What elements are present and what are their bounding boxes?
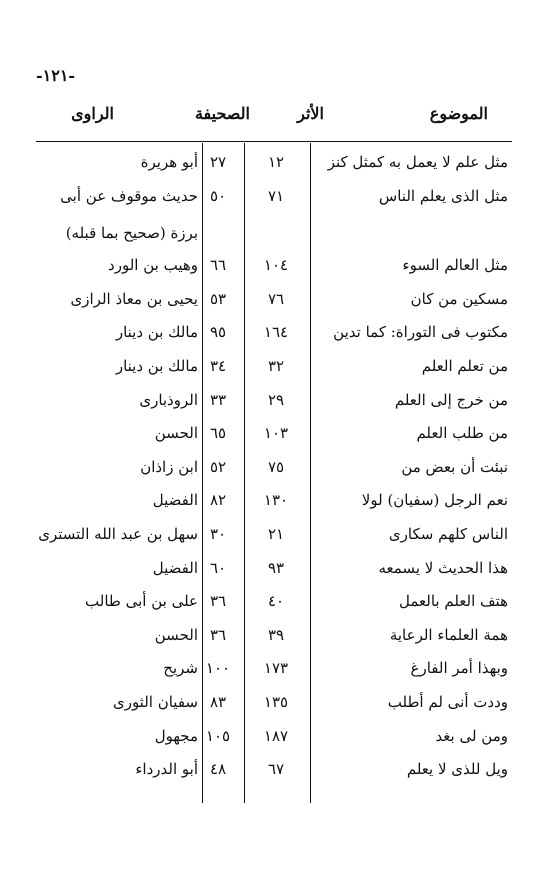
narrator-cell: على بن أبى طالب	[85, 592, 198, 611]
page-cell: ٥٣	[209, 289, 227, 308]
subject-cell: هتف العلم بالعمل	[398, 592, 508, 611]
table-row	[36, 690, 512, 724]
narrator-cell: مجهول	[154, 726, 198, 745]
page-cell: ٦٥	[209, 424, 227, 443]
subject-cell: من خرج إلى العلم	[394, 390, 508, 409]
table-row	[36, 388, 512, 422]
header-narrator: الراوى	[71, 104, 114, 123]
page-cell: ٨٣	[209, 692, 227, 711]
page-cell: ٢٧	[209, 153, 227, 171]
table-row	[36, 589, 512, 623]
athar-cell: ٧٥	[267, 457, 285, 476]
athar-cell: ١٧٣	[263, 659, 289, 678]
narrator-cell: الحسن	[154, 625, 198, 644]
page-cell: ٦٦	[209, 256, 227, 275]
narrator-cell: ابن زاذان	[140, 457, 198, 476]
athar-cell: ٩٣	[267, 558, 285, 577]
index-table	[36, 150, 512, 791]
table-row	[36, 522, 512, 556]
table-row	[36, 724, 512, 758]
narrator-cell: مالك بن دينار	[115, 323, 198, 342]
subject-cell: ومن لى بغد	[435, 726, 508, 745]
narrator-cell: الحسن	[154, 424, 198, 443]
page-cell: ٥٢	[209, 457, 227, 476]
narrator-cell-continuation: برزة (صحيح بما قبله)	[65, 224, 198, 243]
narrator-cell: الروذبارى	[139, 390, 198, 409]
athar-cell: ٢٩	[267, 390, 285, 409]
athar-cell: ٧١	[267, 186, 285, 205]
header-page: الصحيفة	[194, 104, 250, 123]
table-row	[36, 184, 512, 218]
subject-cell: ويل للذى لا يعلم	[406, 760, 508, 779]
table-row	[36, 253, 512, 287]
athar-cell: ٦٧	[267, 760, 285, 779]
narrator-cell: الفضيل	[152, 491, 198, 510]
athar-cell: ١٠٣	[263, 424, 289, 443]
subject-cell: الناس كلهم سكارى	[388, 524, 508, 543]
page-cell: ١٠٥	[205, 726, 231, 745]
narrator-cell: الفضيل	[152, 558, 198, 577]
table-row	[36, 287, 512, 321]
subject-cell: وبهذا أمر الفارغ	[410, 659, 508, 678]
table-row	[36, 623, 512, 657]
table-row	[36, 150, 512, 184]
page-cell: ٩٥	[209, 323, 227, 342]
subject-cell: همة العلماء الرعاية	[389, 625, 508, 644]
subject-cell: هذا الحديث لا يسمعه	[378, 558, 508, 577]
athar-cell: ١٠٤	[263, 256, 289, 275]
table-row	[36, 320, 512, 354]
narrator-cell: شريح	[163, 659, 198, 678]
table-row-continuation	[36, 217, 512, 253]
subject-cell: مثل الذى يعلم الناس	[378, 186, 508, 205]
page-cell: ٦٠	[209, 558, 227, 577]
page-cell: ١٠٠	[205, 659, 231, 678]
subject-cell: مسكين من كان	[410, 289, 508, 308]
table-row	[36, 421, 512, 455]
athar-cell: ٧٦	[267, 289, 285, 308]
athar-cell: ١٦٤	[263, 323, 289, 342]
header-subject: الموضوع	[429, 104, 488, 123]
subject-cell: مثل علم لا يعمل به كمثل كنز	[327, 153, 508, 171]
page-cell: ٣٤	[209, 356, 227, 375]
subject-cell: مثل العالم السوء	[402, 256, 508, 275]
table-row	[36, 455, 512, 489]
subject-cell: مكتوب فى التوراة: كما تدين	[333, 323, 508, 342]
table-row	[36, 488, 512, 522]
page-cell: ٣٦	[209, 592, 227, 611]
subject-cell: نبئت أن بعض من	[401, 457, 508, 476]
header-athar: الأثر	[297, 104, 324, 123]
athar-cell: ١٢	[267, 153, 285, 171]
table-row	[36, 757, 512, 791]
athar-cell: ٣٢	[267, 356, 285, 375]
narrator-cell: أبو الدرداء	[135, 760, 198, 779]
athar-cell: ٢١	[267, 524, 285, 543]
athar-cell: ٤٠	[267, 592, 285, 611]
narrator-cell: وهيب بن الورد	[108, 256, 198, 275]
subject-cell: من تعلم العلم	[421, 356, 508, 375]
table-header	[36, 98, 512, 134]
page-cell: ٨٢	[209, 491, 227, 510]
page-cell: ٣٣	[209, 390, 227, 409]
athar-cell: ١٣٥	[263, 692, 289, 711]
narrator-cell: يحيى بن معاذ الرازى	[70, 289, 198, 308]
table-row	[36, 354, 512, 388]
page-cell: ٥٠	[209, 186, 227, 205]
subject-cell: نعم الرجل (سفيان) لولا	[361, 491, 508, 510]
narrator-cell: سهل بن عبد الله التسترى	[38, 524, 198, 543]
narrator-cell: حديث موقوف عن أبى	[60, 186, 198, 205]
page-cell: ٣٠	[209, 524, 227, 543]
narrator-cell: أبو هريرة	[140, 153, 198, 171]
athar-cell: ١٣٠	[263, 491, 289, 510]
page-cell: ٤٨	[209, 760, 227, 779]
athar-cell: ٣٩	[267, 625, 285, 644]
subject-cell: من طلب العلم	[416, 424, 508, 443]
table-row	[36, 556, 512, 590]
table-row	[36, 656, 512, 690]
page-cell: ٣٦	[209, 625, 227, 644]
athar-cell: ١٨٧	[263, 726, 289, 745]
subject-cell: وددت أنى لم أطلب	[387, 692, 508, 711]
narrator-cell: سفيان الثورى	[112, 692, 198, 711]
header-divider	[36, 141, 512, 142]
narrator-cell: مالك بن دينار	[115, 356, 198, 375]
page-number: -١٢١-	[36, 66, 76, 85]
